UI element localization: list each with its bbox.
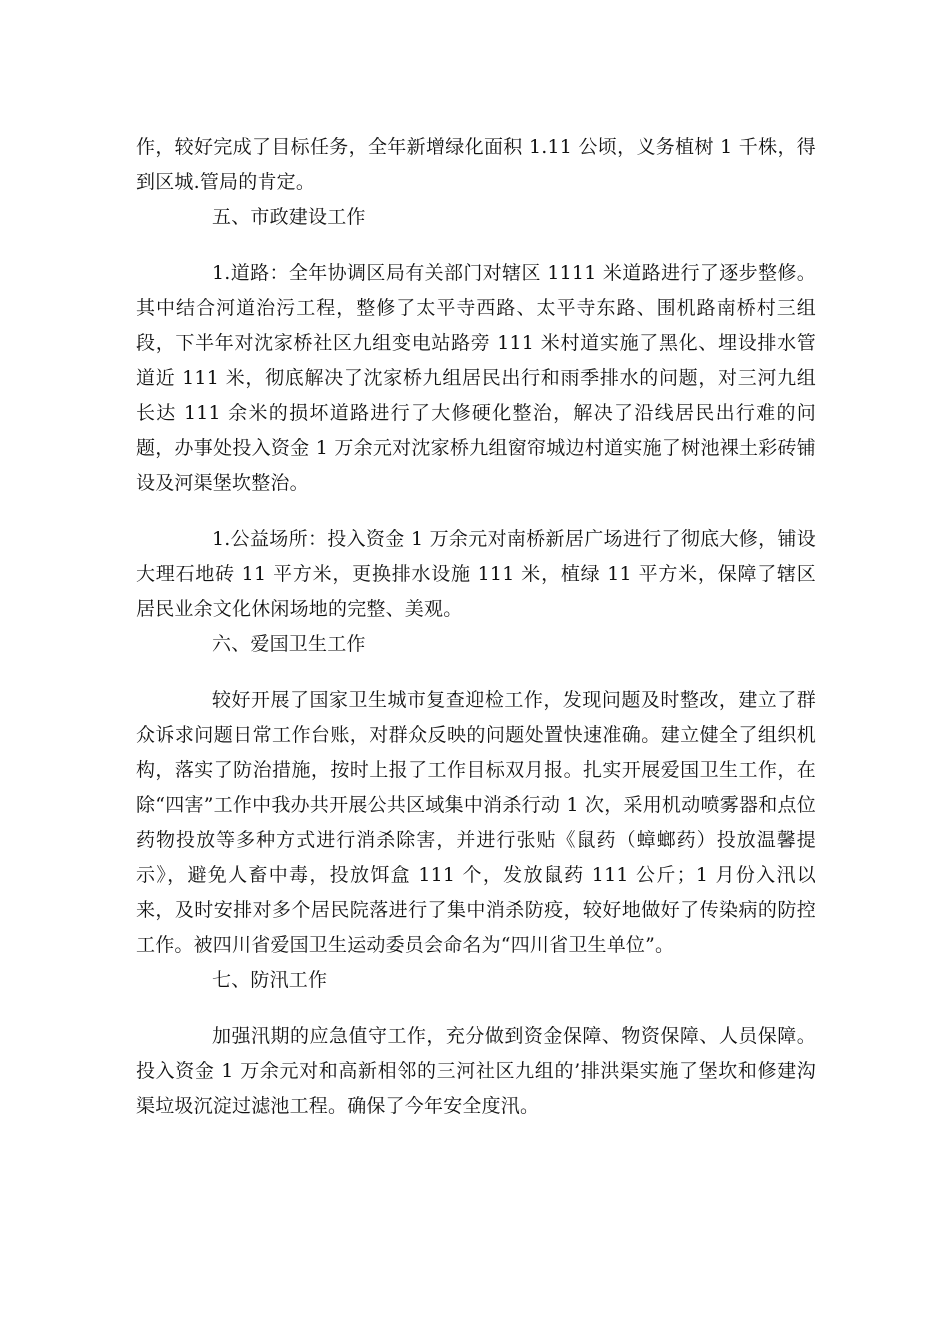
paragraph-public-venues: 1.公益场所：投入资金 1 万余元对南桥新居广场进行了彻底大修，铺设大理石地砖 11 平方米，更换排水设施 111 米，植绿 11 平方米，保障了辖区居民业余文化休闲场地的完整、美观。 (136, 528, 816, 620)
section-heading-flood-control: 七、防汛工作 (212, 969, 328, 991)
document-body (136, 130, 816, 1124)
paragraph-flood-work: 加强汛期的应急值守工作，充分做到资金保障、物资保障、人员保障。投入资金 1 万余元对和高新相邻的三河社区九组的’排洪渠实施了堡坎和修建沟渠垃圾沉淀过滤池工程。确保了今年安全度汛。 (136, 1025, 816, 1117)
section-heading-municipal-construction: 五、市政建设工作 (212, 206, 366, 228)
paragraph-health-work: 较好开展了国家卫生城市复查迎检工作，发现问题及时整改，建立了群众诉求问题日常工作台账，对群众反映的问题处置快速准确。建立健全了组织机构，落实了防治措施，按时上报了工作目标双月报。扎实开展爱国卫生工作，在除“四害”工作中我办共开展公共区域集中消杀行动 1 次，采用机动喷雾器和点位药物投放等多种方式进行消杀除害，并进行张贴《鼠药（蟑螂药）投放温馨提示》，避免人畜中毒，投放饵盒 111 个，发放鼠药 111 公斤；1 月份入汛以来，及时安排对多个居民院落进行了集中消杀防疫，较好地做好了传染病的防控工作。被四川省爱国卫生运动委员会命名为“四川省卫生单位”。 (136, 689, 816, 956)
paragraph-roads: 1.道路：全年协调区局有关部门对辖区 1111 米道路进行了逐步整修。其中结合河道治污工程，整修了太平寺西路、太平寺东路、围机路南桥村三组段，下半年对沈家桥社区九组变电站路旁 111 米村道实施了黑化、埋设排水管道近 111 米，彻底解决了沈家桥九组居民出行和雨季排水的问题，对三河九组长达 111 余米的损坏道路进行了大修硬化整治，解决了沿线居民出行难的问题，办事处投入资金 1 万余元对沈家桥九组窗帘城边村道实施了树池裸土彩砖铺设及河渠堡坎整治。 (136, 262, 816, 494)
section-heading-patriotic-health: 六、爱国卫生工作 (212, 633, 366, 655)
paragraph-greening-summary: 作，较好完成了目标任务，全年新增绿化面积 1.11 公顷，义务植树 1 千株，得到区城.管局的肯定。 (136, 136, 816, 193)
